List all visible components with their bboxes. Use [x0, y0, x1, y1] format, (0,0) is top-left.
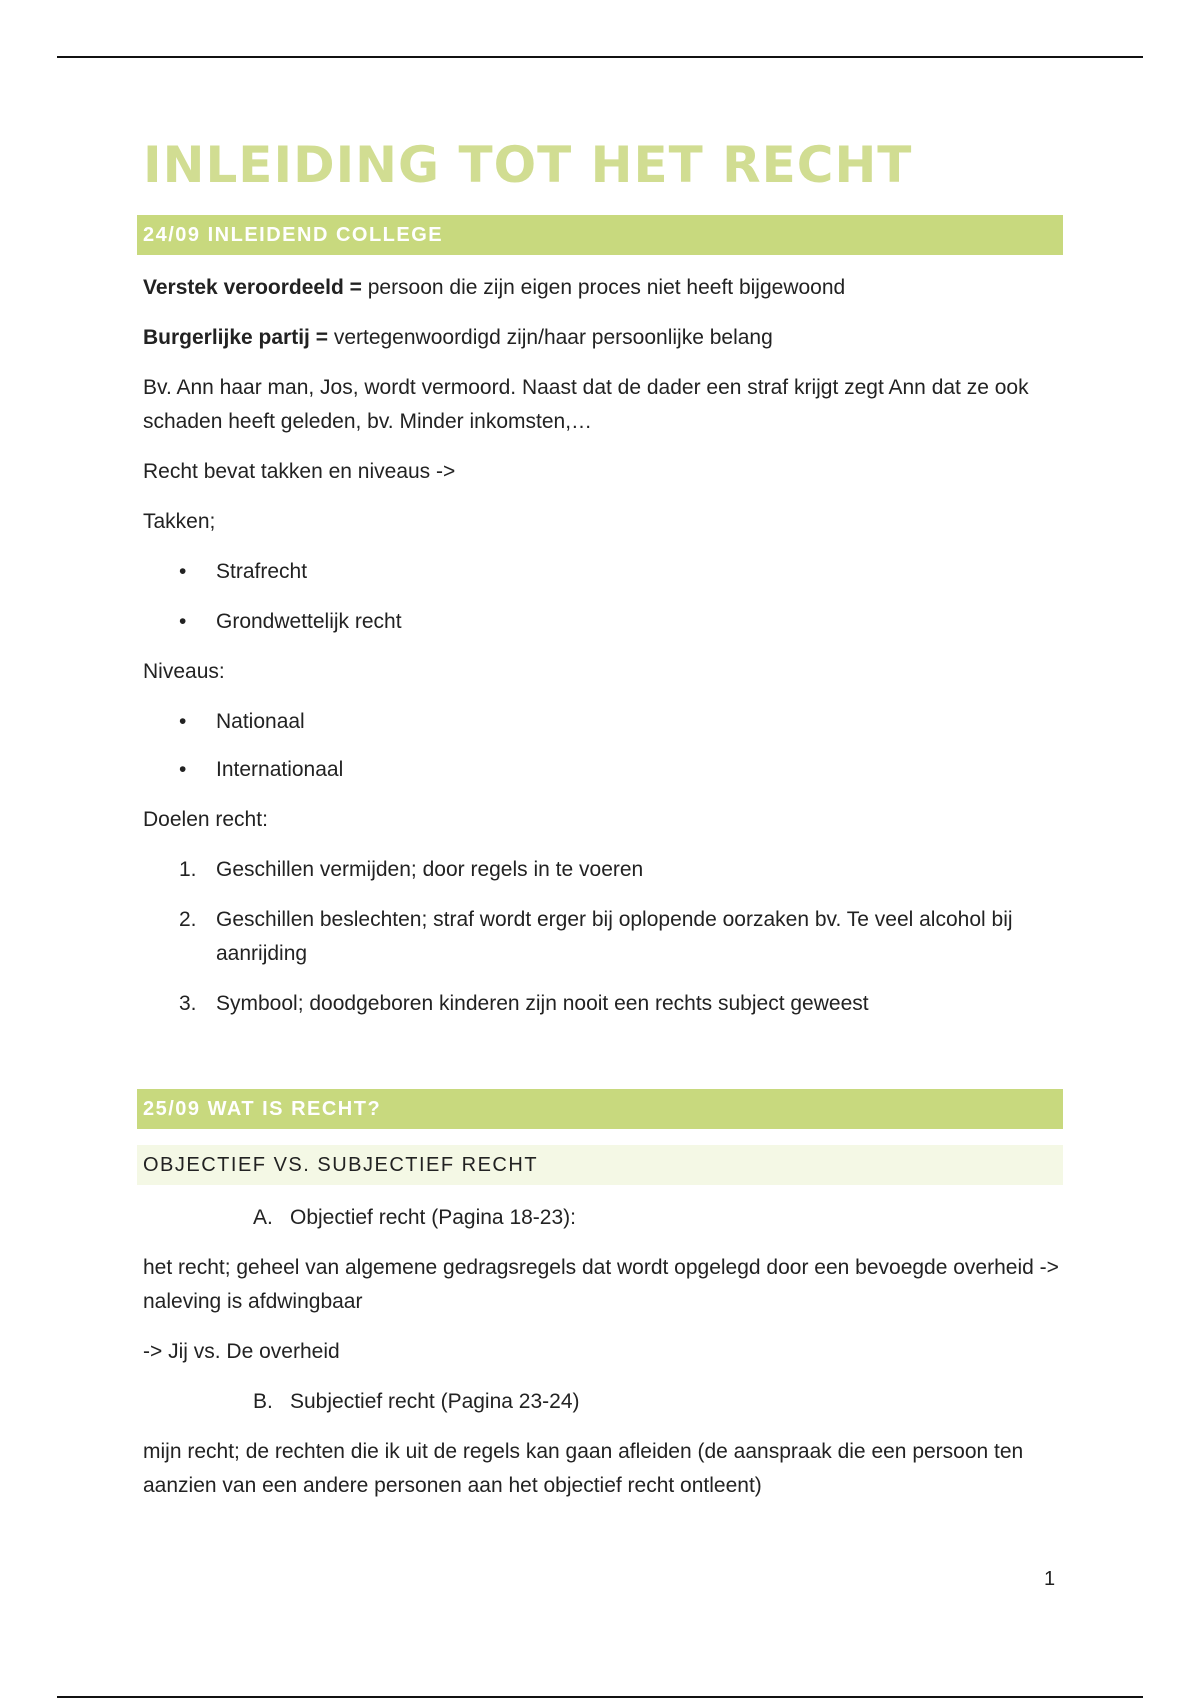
niveaus-list — [143, 705, 1063, 787]
list-number: 3. — [179, 992, 197, 1015]
list-item — [143, 753, 1063, 787]
list-letter: B. — [253, 1390, 273, 1413]
bullet-marker: • — [179, 610, 187, 633]
lettered-item-text: Objectief recht (Pagina 18-23): — [290, 1206, 576, 1229]
list-number: 2. — [179, 908, 197, 931]
lettered-item-b — [143, 1385, 1063, 1419]
document-body — [143, 138, 1063, 1503]
section-heading-inleidend-college: 24/09 INLEIDEND COLLEGE — [137, 215, 1063, 255]
definition-text: persoon die zijn eigen proces niet heeft bijgewoond — [361, 276, 846, 299]
list-item-text: Strafrecht — [216, 560, 308, 583]
doelen-list — [143, 853, 1063, 1021]
bullet-marker: • — [179, 710, 187, 733]
lettered-item-a — [143, 1201, 1063, 1235]
objectief-description: het recht; geheel van algemene gedragsregels dat wordt opgelegd door een bevoegde overheid -> naleving is afdwingbaar — [143, 1256, 1059, 1313]
list-item — [143, 903, 1063, 971]
list-item — [143, 605, 1063, 639]
list-item-text: Internationaal — [216, 758, 344, 781]
list-item — [143, 853, 1063, 887]
lettered-item-text: Subjectief recht (Pagina 23-24) — [290, 1390, 580, 1413]
list-item — [143, 987, 1063, 1021]
subjectief-description: mijn recht; de rechten die ik uit de regels kan gaan afleiden (de aanspraak die een persoon ten aanzien van een andere personen aan het objectief recht ontleent) — [143, 1440, 1024, 1497]
niveaus-label: Niveaus: — [143, 660, 225, 683]
definition-term: Verstek veroordeeld = — [143, 276, 362, 299]
list-item — [143, 705, 1063, 739]
intro-paragraph: Recht bevat takken en niveaus -> — [143, 460, 456, 483]
example-paragraph: Bv. Ann haar man, Jos, wordt vermoord. Naast dat de dader een straf krijgt zegt Ann dat ze ook schaden heeft geleden, bv. Minder inkomsten,… — [143, 376, 1029, 433]
definition-burgerlijke-partij — [143, 321, 1063, 355]
section-heading-wat-is-recht: 25/09 WAT IS RECHT? — [137, 1089, 1063, 1129]
page-number: 1 — [1044, 1568, 1056, 1590]
definition-verstek — [143, 271, 1063, 305]
definition-text: vertegenwoordigd zijn/haar persoonlijke belang — [327, 326, 773, 349]
list-item-text: Grondwettelijk recht — [216, 610, 402, 633]
definition-term: Burgerlijke partij = — [143, 326, 328, 349]
takken-label: Takken; — [143, 510, 216, 533]
doelen-label: Doelen recht: — [143, 808, 268, 831]
list-number: 1. — [179, 858, 197, 881]
bullet-marker: • — [179, 758, 187, 781]
list-item — [143, 555, 1063, 589]
footer-rule — [57, 1696, 1143, 1698]
list-letter: A. — [253, 1206, 273, 1229]
header-rule — [57, 56, 1143, 58]
objectief-note: -> Jij vs. De overheid — [143, 1340, 340, 1363]
list-item-text: Geschillen vermijden; door regels in te voeren — [216, 858, 644, 881]
document-title: INLEIDING TOT HET RECHT — [143, 136, 913, 194]
list-item-text: Geschillen beslechten; straf wordt erger bij oplopende oorzaken bv. Te veel alcohol bij aanrijding — [216, 908, 1013, 965]
list-item-text: Symbool; doodgeboren kinderen zijn nooit een rechts subject geweest — [216, 992, 869, 1015]
list-item-text: Nationaal — [216, 710, 305, 733]
subsection-heading: OBJECTIEF VS. SUBJECTIEF RECHT — [137, 1145, 1063, 1185]
takken-list — [143, 555, 1063, 639]
bullet-marker: • — [179, 560, 187, 583]
